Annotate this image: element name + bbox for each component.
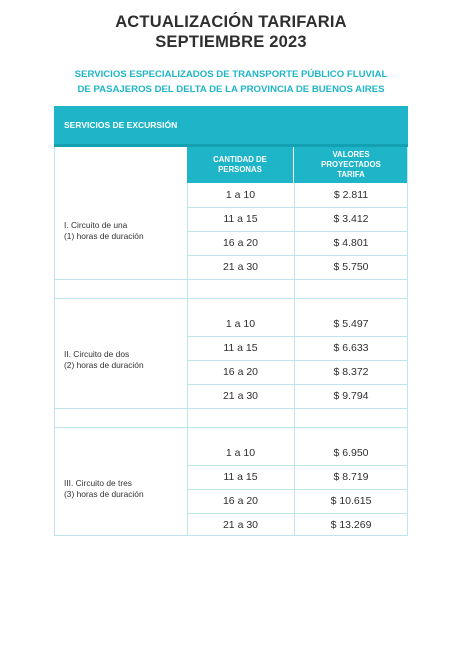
group-label-line: (1) horas de duración [64, 231, 144, 241]
row-divider [187, 231, 408, 232]
tariff-table [54, 106, 408, 536]
cell-persons: 1 a 10 [225, 318, 256, 330]
cell-price: $ 4.801 [333, 237, 369, 249]
row-divider [187, 336, 408, 337]
group-label-line: III. Circuito de tres [64, 478, 132, 488]
row-divider [187, 513, 408, 514]
cell-persons: 11 a 15 [223, 342, 258, 354]
group-label-line: II. Circuito de dos [64, 349, 130, 359]
column-header-values [294, 147, 408, 183]
section-label: SERVICIOS DE EXCURSIÓN [64, 120, 178, 130]
column-header-values-line: TARIFA [337, 170, 365, 179]
cell-persons: 16 a 20 [222, 366, 259, 378]
row-divider [187, 207, 408, 208]
table-border-left [54, 147, 55, 536]
group-divider [54, 427, 408, 428]
column-header-values-line: PROYECTADOS [321, 160, 381, 169]
cell-persons: 11 a 15 [223, 471, 258, 483]
title-line-2: SEPTIEMBRE 2023 [155, 33, 307, 51]
page-subtitle [0, 67, 462, 97]
cell-price: $ 9.794 [333, 390, 369, 402]
cell-price: $ 5.497 [333, 318, 369, 330]
group-divider [54, 298, 408, 299]
group-divider [54, 408, 408, 409]
cell-price: $ 8.719 [333, 471, 369, 483]
group-label-line: I. Circuito de una [64, 220, 128, 230]
row-divider [187, 489, 408, 490]
column-header-persons [187, 147, 294, 183]
section-header-band [54, 106, 408, 144]
cell-persons: 16 a 20 [222, 237, 259, 249]
cell-persons: 21 a 30 [222, 390, 259, 402]
column-header-persons-line: CANTIDAD DE [213, 155, 267, 164]
group-label-line: (3) horas de duración [64, 489, 144, 499]
column-header-values-line: VALORES [332, 150, 370, 159]
cell-price: $ 2.811 [333, 189, 369, 201]
page-title [0, 12, 462, 52]
group-label [64, 220, 189, 242]
cell-price: $ 8.372 [333, 366, 369, 378]
column-header-persons-line: PERSONAS [218, 165, 262, 174]
cell-persons: 21 a 30 [222, 519, 259, 531]
cell-price: $ 13.269 [330, 519, 372, 531]
row-divider [187, 465, 408, 466]
cell-price: $ 5.750 [333, 261, 369, 273]
cell-persons: 21 a 30 [222, 261, 259, 273]
subtitle-line-1: SERVICIOS ESPECIALIZADOS DE TRANSPORTE PÚBLICO FLUVIAL [74, 69, 388, 80]
cell-price: $ 6.950 [333, 447, 369, 459]
cell-persons: 1 a 10 [225, 447, 256, 459]
cell-price: $ 3.412 [333, 213, 369, 225]
title-line-1: ACTUALIZACIÓN TARIFARIA [115, 13, 347, 31]
cell-persons: 16 a 20 [222, 495, 259, 507]
group-divider [54, 279, 408, 280]
group-label [64, 349, 189, 371]
cell-persons: 11 a 15 [223, 213, 258, 225]
cell-price: $ 6.633 [333, 342, 369, 354]
row-divider [187, 384, 408, 385]
row-divider [187, 360, 408, 361]
cell-price: $ 10.615 [330, 495, 372, 507]
cell-persons: 1 a 10 [225, 189, 256, 201]
subtitle-line-2: DE PASAJEROS DEL DELTA DE LA PROVINCIA DE BUENOS AIRES [77, 84, 385, 95]
row-divider [187, 255, 408, 256]
group-label [64, 478, 189, 500]
group-label-line: (2) horas de duración [64, 360, 144, 370]
